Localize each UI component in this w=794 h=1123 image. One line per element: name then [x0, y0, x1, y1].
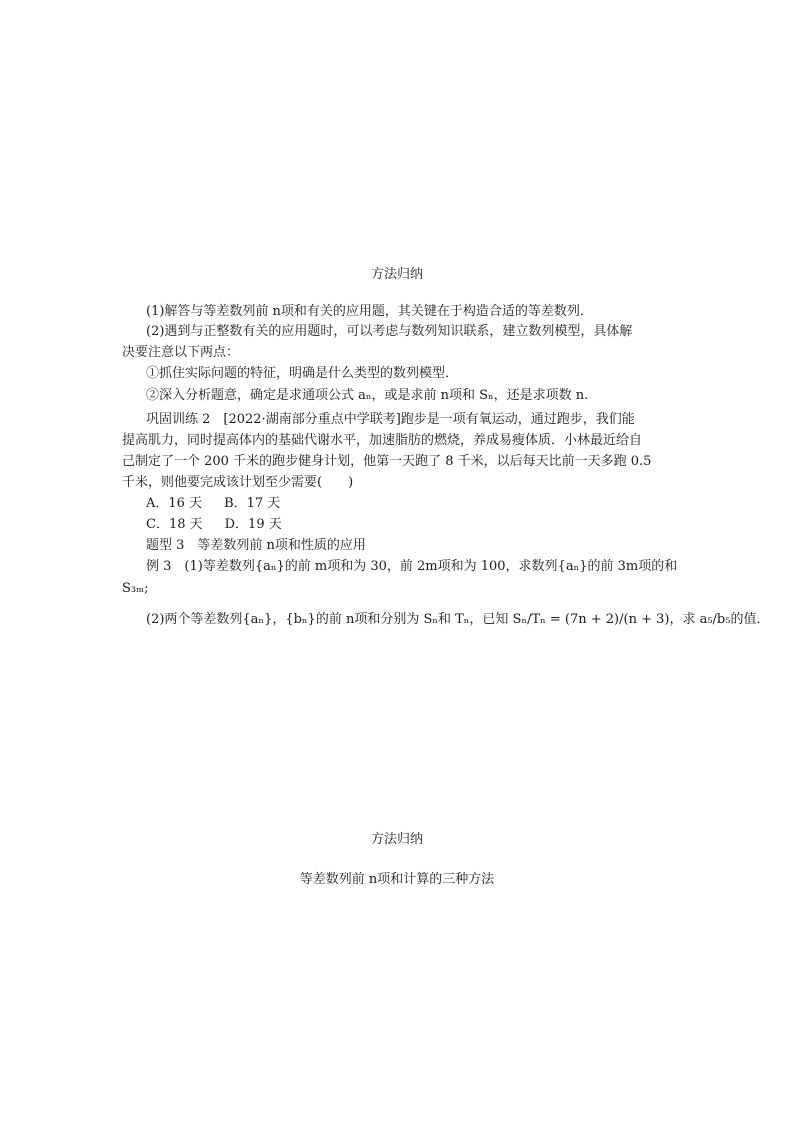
method-point-1: (1)解答与等差数列前 n项和有关的应用题，其关键在于构造合适的等差数列．	[146, 304, 593, 319]
method-point-2b: ②深入分析题意，确定是求通项公式 aₙ，或是求前 n项和 Sₙ，还是求项数 n.	[146, 388, 589, 403]
section-heading-method-summary: 方法归纳	[370, 267, 423, 282]
option-d: D．19 天	[224, 517, 282, 532]
example-3-line2: S₃ₘ;	[122, 581, 149, 596]
section-subheading-three-methods: 等差数列前 n项和计算的三种方法	[299, 872, 495, 887]
method-point-2-line1: (2)遇到与正整数有关的应用题时，可以考虑与数列知识联系，建立数列模型，具体解	[146, 324, 633, 339]
method-point-2a: ①抓住实际问题的特征，明确是什么类型的数列模型．	[146, 366, 459, 381]
exercise-2-line3: 己制定了一个 200 千米的跑步健身计划，他第一天跑了 8 千米，以后每天比前一天多跑 0.5	[122, 454, 652, 469]
example-3-part2: (2)两个等差数列{aₙ}，{bₙ}的前 n项和分别为 Sₙ和 Tₙ，已知 Sₙ/Tₙ = (7n + 2)/(n + 3)，求 a₅/b₅的值．	[146, 612, 770, 627]
example-3-line1: 例 3 (1)等差数列{aₙ}的前 m项和为 30，前 2m项和为 100，求数列{aₙ}的前 3m项的和	[146, 559, 678, 574]
exercise-2-line4: 千米，则他要完成该计划至少需要( )	[122, 475, 354, 490]
options-row-cd	[146, 515, 706, 535]
section-heading-method-summary-2: 方法归纳	[370, 832, 423, 847]
option-a: A．16 天	[146, 496, 203, 511]
exercise-2-line1: 巩固训练 2 [2022·湖南部分重点中学联考]跑步是一项有氧运动，通过跑步，我们能	[146, 412, 635, 427]
method-point-2-line2: 决要注意以下两点：	[122, 345, 240, 360]
option-b: B．17 天	[224, 496, 281, 511]
type-3-title: 题型 3 等差数列前 n项和性质的应用	[146, 538, 366, 553]
exercise-2-line2: 提高肌力，同时提高体内的基础代谢水平，加速脂肪的燃烧，养成易瘦体质．小林最近给自	[122, 433, 643, 448]
options-row-ab	[146, 494, 706, 514]
option-c: C．18 天	[146, 517, 203, 532]
